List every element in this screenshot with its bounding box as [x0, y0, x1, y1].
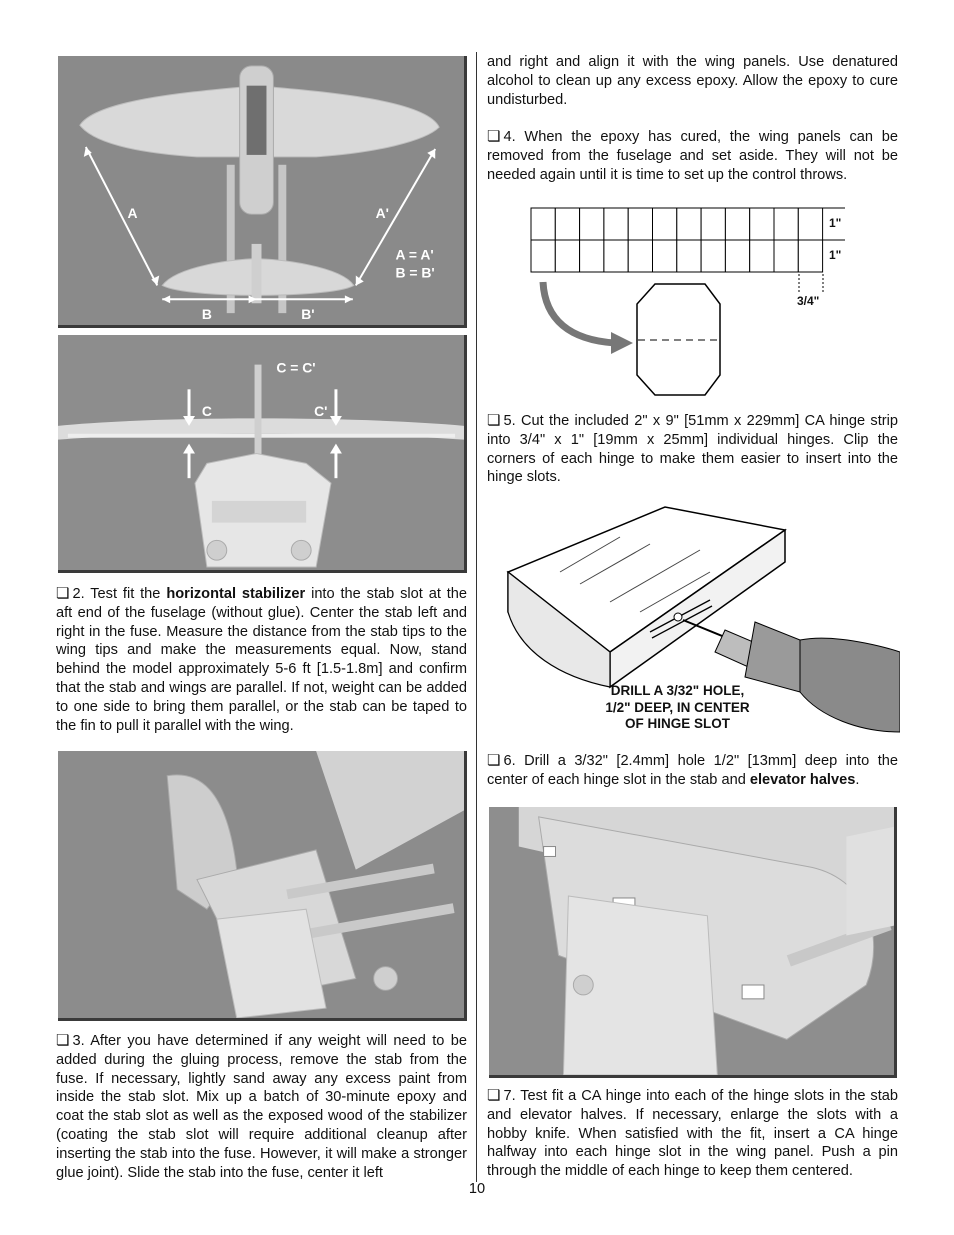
dim-height-1: 1" — [829, 216, 842, 230]
hinge-cell — [774, 208, 798, 240]
hinge-cell — [677, 208, 701, 240]
hinge-strip-grid — [531, 208, 823, 272]
hinge-cell — [628, 208, 652, 240]
label-b-equals: B = B' — [395, 264, 435, 281]
step-4-text: ❏ 4. When the epoxy has cured, the wing panels can be removed from the fuselage and set aside. They will not be needed again until it is time to set up the control throws. — [487, 128, 898, 183]
step-3-continued: and right and align it with the wing panels. Use denatured alcohol to clean up any excess epoxy. Allow the epoxy to cure undisturbed. — [487, 54, 898, 108]
hinge-cell — [701, 240, 725, 272]
hinge-cell — [653, 240, 677, 272]
checkbox-icon[interactable]: ❏ — [487, 128, 501, 145]
checkbox-icon[interactable]: ❏ — [487, 412, 501, 429]
step-3-text: ❏ 3. After you have determined if any weight will need to be added during the gluing process, remove the stab from the fuse. If necessary, lightly sand away any excess paint from inside the stab slot. Mix up a batch of 30-minute epoxy and coat the stab slot as well as the exposed wood of the stabilizer (coating the stab slot will require additional cleanup after inserting the stab into the fuse. However, it will make a stronger glue joint). Slide the stab into the fuse, center it left — [56, 1032, 467, 1181]
hinge-cell — [555, 240, 579, 272]
hinge-cell — [653, 208, 677, 240]
hinge-cell — [628, 240, 652, 272]
hinge-cell — [750, 240, 774, 272]
label-c-prime: C' — [314, 403, 328, 419]
photo-stab-inserted — [58, 751, 467, 1021]
column-divider — [476, 52, 477, 1182]
checkbox-icon[interactable]: ❏ — [487, 1087, 501, 1104]
dim-width: 3/4" — [797, 294, 820, 308]
checkbox-icon[interactable]: ❏ — [56, 585, 70, 602]
hinge-cell — [604, 208, 628, 240]
checkbox-icon[interactable]: ❏ — [56, 1032, 70, 1049]
label-a-prime: A' — [375, 205, 389, 222]
hinge-cell — [531, 208, 555, 240]
label-c-equals: C = C' — [276, 359, 316, 376]
hinge-cell — [580, 240, 604, 272]
step-5-text: ❏ 5. Cut the included 2" x 9" [51mm x 229mm] CA hinge strip into 3/4" x 1" [19mm x 25mm] individual hinges. Clip the corners of each hinge to make them easier to insert into the hinge slots. — [487, 412, 898, 486]
label-b: B — [201, 306, 212, 323]
hinge-cell — [701, 208, 725, 240]
hinge-cell — [555, 208, 579, 240]
step-2-text: ❏ 2. Test fit the horizontal stabilizer into the stab slot at the aft end of the fuselage (without glue). Center the stab left and right in the fuse. Measure the distance from the stab tips to the wing tips and make the measurements equal. Now, stand behind the model approximately 5-6 ft [1.5-1.8m] and confirm that the stab and wings are parallel. If not, weight can be added to one side to bring them parallel, or the stab can be taped to the fin to pull it parallel with the wing. — [56, 585, 468, 734]
checkbox-icon[interactable]: ❏ — [487, 752, 501, 769]
hinge-strip-diagram — [525, 200, 855, 405]
hinge-cell — [580, 208, 604, 240]
label-a: A — [127, 205, 138, 222]
hinge-cell — [604, 240, 628, 272]
hinge-cell — [677, 240, 701, 272]
label-a-equals: A = A' — [395, 246, 434, 263]
step-7-text: ❏ 7. Test fit a CA hinge into each of the hinge slots in the stab and elevator halves. If necessary, enlarge the slots with a hobby knife. When satisfied with the fit, insert a CA hinge halfway into each hinge slot in the wing panel. Push a pin through the middle of each hinge to keep them centered. — [487, 1087, 898, 1180]
page-number: 10 — [468, 1181, 486, 1197]
dim-height-2: 1" — [829, 248, 842, 262]
hinge-cell — [725, 208, 749, 240]
hinge-cell — [531, 240, 555, 272]
hinge-cell — [774, 240, 798, 272]
hinge-cell — [798, 240, 822, 272]
hinge-cell — [798, 208, 822, 240]
drill-caption: DRILL A 3/32" HOLE, 1/2" DEEP, IN CENTER OF HINGE SLOT — [605, 683, 750, 731]
label-b-prime: B' — [301, 306, 315, 323]
photo-hinges-in-stab — [489, 807, 897, 1078]
hinge-cell — [750, 208, 774, 240]
photo-stab-parallel — [58, 335, 467, 573]
label-c: C — [201, 403, 212, 419]
step-6-text: ❏ 6. Drill a 3/32" [2.4mm] hole 1/2" [13mm] deep into the center of each hinge slot in the stab and elevator halves. — [487, 752, 898, 788]
hinge-cell — [725, 240, 749, 272]
photo-stab-measurement — [58, 56, 467, 328]
